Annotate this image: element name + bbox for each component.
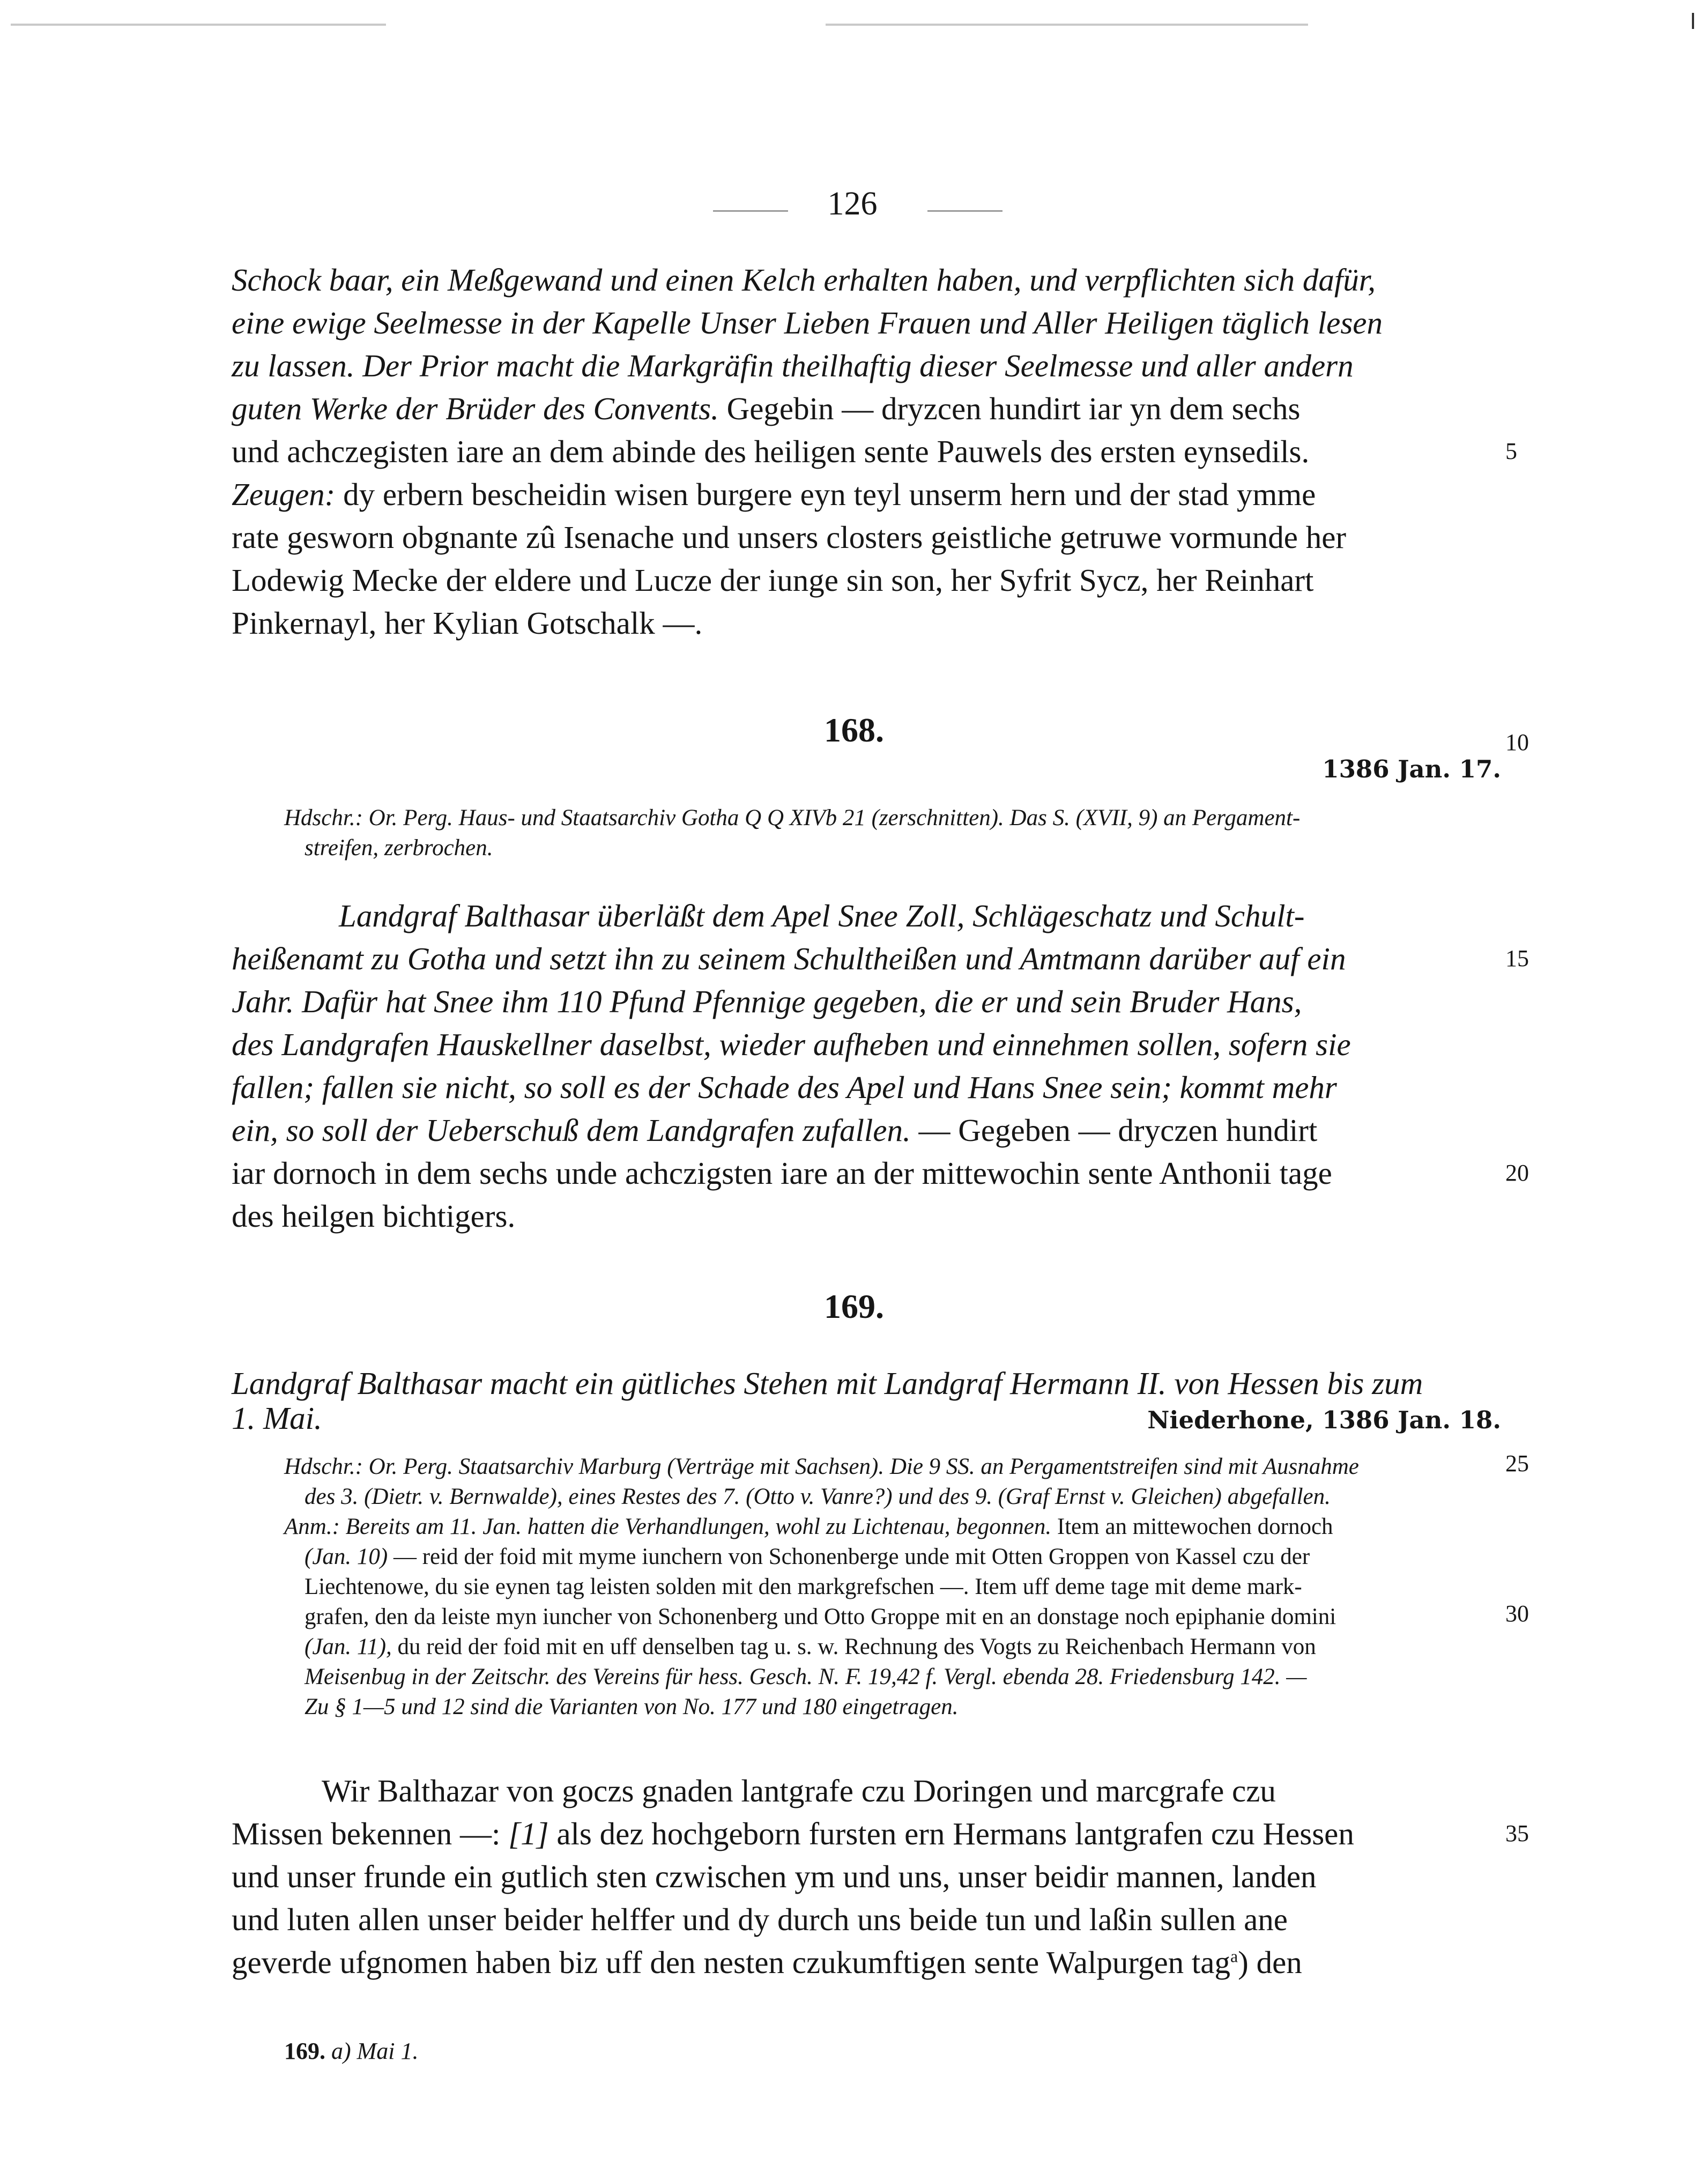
text-line: zu lassen. Der Prior macht die Markgräfin theilhaftig dieser Seelmesse und aller andern (232, 348, 1354, 383)
text-line: Lodewig Mecke der eldere und Lucze der iunge sin son, her Syfrit Sycz, her Reinhart (232, 562, 1314, 598)
header-rule-right (927, 210, 1002, 212)
line-number: 20 (1505, 1160, 1529, 1186)
note-line: des 3. (Dietr. v. Bernwalde), eines Restes des 7. (Otto v. Vanre?) und des 9. (Graf Ernst v. Gleichen) abgefallen. (305, 1484, 1331, 1509)
text-line: Zeugen: dy erbern bescheidin wisen burgere eyn teyl unserm hern und der stad ymme (232, 477, 1316, 512)
text-line: Wir Balthazar von goczs gnaden lantgrafe czu Doringen und marcgrafe czu (322, 1773, 1276, 1808)
note-line: Zu § 1—5 und 12 sind die Varianten von No. 177 und 180 eingetragen. (305, 1694, 959, 1719)
text-line: fallen; fallen sie nicht, so soll es der Schade des Apel und Hans Snee sein; kommt mehr (232, 1070, 1337, 1105)
line-number: 25 (1505, 1450, 1529, 1477)
text-line: rate gesworn obgnante zû Isenache und unsers closters geistliche getruwe vormunde her (232, 520, 1347, 555)
footnote-marker: a (1230, 1946, 1238, 1966)
source-note: streifen, zerbrochen. (305, 835, 493, 861)
text-line: des heilgen bichtigers. (232, 1198, 516, 1234)
text-line: guten Werke der Brüder des Convents. Gegebin — dryzcen hundirt iar yn dem sechs (232, 391, 1301, 426)
footnote-ref: 169. (284, 2038, 325, 2064)
text-line: des Landgrafen Hauskellner daselbst, wieder aufheben und einnehmen sollen, sofern sie (232, 1027, 1351, 1062)
text-line: Schock baar, ein Meßgewand und einen Kelch erhalten haben, und verpflichten sich dafür, (232, 262, 1376, 298)
text-line: heißenamt zu Gotha und setzt ihn zu seinem Schultheißen und Amtmann darüber auf ein (232, 941, 1346, 976)
text-line: Missen bekennen —: [1] als dez hochgeborn fursten ern Hermans lantgrafen czu Hessen (232, 1816, 1354, 1851)
text-line: eine ewige Seelmesse in der Kapelle Unser Lieben Frauen und Aller Heiligen täglich lesen (232, 305, 1383, 340)
line-number: 5 (1505, 438, 1517, 464)
document-number-169: 169. (824, 1287, 884, 1325)
document-date-168: 1386 Jan. 17. (1322, 755, 1501, 783)
note-line: (Jan. 10) — reid der foid mit myme iunchern von Schonenberge unde mit Otten Groppen von Kassel czu der (305, 1544, 1310, 1569)
line-number: 35 (1505, 1820, 1529, 1847)
line-number: 15 (1505, 945, 1529, 972)
page-number: 126 (827, 186, 878, 222)
note-line: Liechtenowe, du sie eynen tag leisten solden mit den markgrefschen —. Item uff deme tage mit deme mark- (305, 1574, 1302, 1599)
note-line: grafen, den da leiste myn iuncher von Schonenberg und Otto Groppe mit en an donstage noch epiphanie domini (305, 1604, 1336, 1629)
footnote (284, 2037, 419, 2065)
text-line: und unser frunde ein gutlich sten czwischen ym und uns, unser beidir mannen, landen (232, 1859, 1317, 1894)
note-line: Hdschr.: Or. Perg. Staatsarchiv Marburg (Verträge mit Sachsen). Die 9 SS. an Pergamentstreifen sind mit Ausnahme (284, 1454, 1359, 1479)
source-note: Hdschr.: Or. Perg. Haus- und Staatsarchiv Gotha Q Q XIVb 21 (zerschnitten). Das S. (XVII, 9) an Pergament- (284, 805, 1301, 831)
footnote-text: a) Mai 1. (331, 2038, 419, 2064)
text-line: und achczegisten iare an dem abinde des heiligen sente Pauwels des ersten eynsedils. (232, 434, 1310, 469)
note-line: (Jan. 11), du reid der foid mit en uff denselben tag u. s. w. Rechnung des Vogts zu Reichenbach Hermann von (305, 1634, 1316, 1659)
scan-artifact (11, 24, 386, 26)
summary-line: 1. Mai. (232, 1400, 322, 1436)
document-number-168: 168. (824, 711, 884, 749)
text-line: Landgraf Balthasar überläßt dem Apel Snee Zoll, Schlägeschatz und Schult- (339, 898, 1305, 933)
line-number: 10 (1505, 729, 1529, 755)
document-date-169: Niederhone, 1386 Jan. 18. (1147, 1406, 1501, 1434)
summary-line: Landgraf Balthasar macht ein gütliches Stehen mit Landgraf Hermann II. von Hessen bis zum (232, 1366, 1423, 1401)
text-line: geverde ufgnomen haben biz uff den nesten czukumftigen sente Walpurgen tag$^a$) den (232, 1945, 1302, 1980)
scan-artifact (826, 24, 1308, 26)
text-line: ein, so soll der Ueberschuß dem Landgrafen zufallen. — Gegeben — dryczen hundirt (232, 1113, 1318, 1148)
text-line: iar dornoch in dem sechs unde achczigsten iare an der mittewochin sente Anthonii tage (232, 1155, 1332, 1191)
text-line: Pinkernayl, her Kylian Gotschalk —. (232, 605, 703, 641)
text-line: Jahr. Dafür hat Snee ihm 110 Pfund Pfennige gegeben, die er und sein Bruder Hans, (232, 984, 1302, 1019)
line-number: 30 (1505, 1600, 1529, 1627)
note-line: Anm.: Bereits am 11. Jan. hatten die Verhandlungen, wohl zu Lichtenau, begonnen. Item an mittewochen dornoch (284, 1514, 1333, 1539)
text-line: und luten allen unser beider helffer und dy durch uns beide tun und laßin sullen ane (232, 1902, 1288, 1937)
note-line: Meisenbug in der Zeitschr. des Vereins für hess. Gesch. N. F. 19,42 f. Vergl. ebenda 28. Friedensburg 142. — (305, 1664, 1307, 1689)
scan-mark (1692, 13, 1694, 29)
header-rule-left (713, 210, 788, 212)
